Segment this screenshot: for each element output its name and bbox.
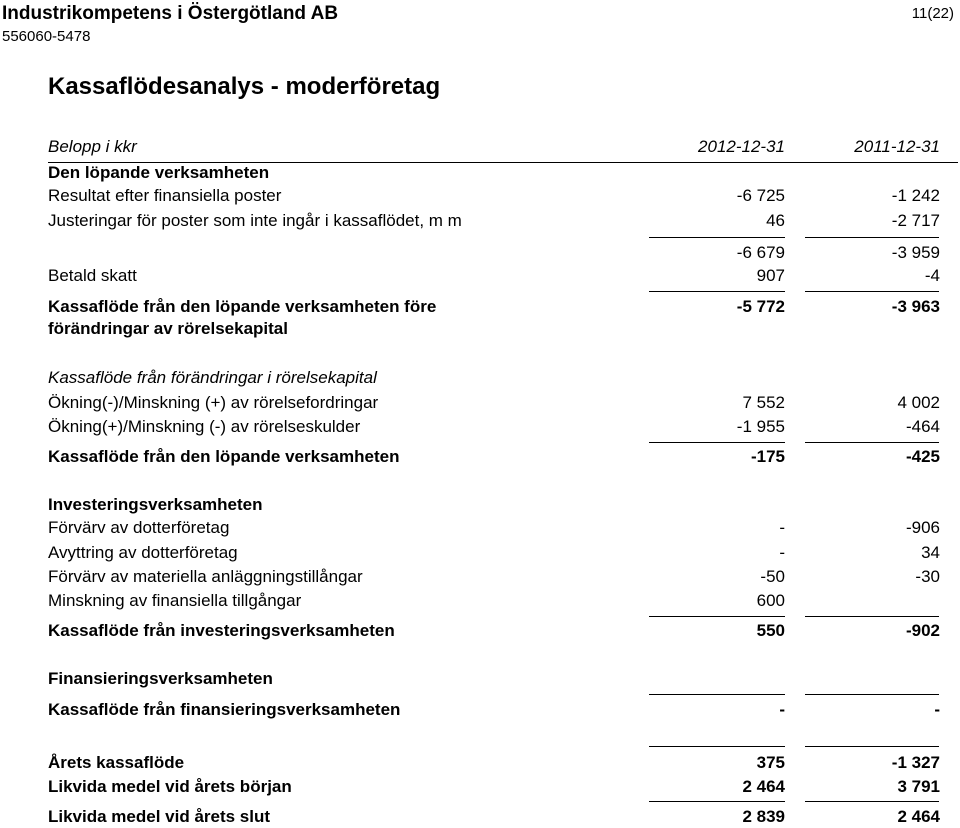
table-row xyxy=(0,392,960,414)
row-label: Minskning av finansiella tillgångar xyxy=(48,591,302,610)
value-2011: -4 xyxy=(924,266,940,285)
page-title: Kassaflödesanalys - moderföretag xyxy=(48,73,441,100)
section-heading-working-capital xyxy=(0,367,960,389)
sum-line-2012 xyxy=(649,442,785,443)
value-2011: -464 xyxy=(905,417,940,436)
value-2011: -902 xyxy=(905,621,940,640)
row-label: Investeringsverksamheten xyxy=(48,495,263,514)
row-label: förändringar av rörelsekapital xyxy=(48,319,288,338)
value-2011: -906 xyxy=(905,518,940,537)
sum-line-2012 xyxy=(649,616,785,617)
sum-line-2012 xyxy=(649,801,785,802)
value-2012: 600 xyxy=(756,591,785,610)
value-2011: -3 959 xyxy=(891,243,940,262)
row-label: Justeringar för poster som inte ingår i kassaflödet, m m xyxy=(48,211,462,230)
sum-line-2011 xyxy=(805,801,939,802)
sum-line-2012 xyxy=(649,746,785,747)
value-2011: 3 791 xyxy=(897,777,940,796)
row-label: Förvärv av dotterföretag xyxy=(48,518,230,537)
sum-line-2012 xyxy=(649,237,785,238)
value-2011: -3 963 xyxy=(891,297,940,316)
section-heading-financing xyxy=(0,668,960,690)
value-2012: - xyxy=(779,700,785,719)
total-row xyxy=(0,620,960,642)
page-number: 11(22) xyxy=(911,5,954,22)
row-label: Kassaflöde från den löpande verksamheten före xyxy=(48,297,437,316)
value-2011: -1 242 xyxy=(891,186,940,205)
value-2012: -1 955 xyxy=(736,417,785,436)
sum-line-2012 xyxy=(649,694,785,695)
row-label: Kassaflöde från finansieringsverksamheten xyxy=(48,700,401,719)
company-name: Industrikompetens i Östergötland AB xyxy=(2,3,339,24)
table-row xyxy=(0,590,960,612)
total-row xyxy=(0,776,960,798)
row-label: Kassaflöde från investeringsverksamheten xyxy=(48,621,395,640)
row-label: Avyttring av dotterföretag xyxy=(48,543,238,562)
value-2011: -425 xyxy=(905,447,940,466)
value-2011: 4 002 xyxy=(897,393,940,412)
value-2011: -2 717 xyxy=(891,211,940,230)
sum-line-2011 xyxy=(805,237,939,238)
row-label: Finansieringsverksamheten xyxy=(48,669,273,688)
table-row xyxy=(0,542,960,564)
row-label: Kassaflöde från den löpande verksamheten xyxy=(48,447,400,466)
sum-line-2011 xyxy=(805,442,939,443)
row-label: Likvida medel vid årets början xyxy=(48,777,292,796)
value-2012: - xyxy=(779,518,785,537)
value-2012: -5 772 xyxy=(736,297,785,316)
value-2012: 550 xyxy=(756,621,785,640)
table-row xyxy=(0,210,960,232)
row-label: Den löpande verksamheten xyxy=(48,163,270,182)
table-row xyxy=(0,185,960,207)
total-row-continuation xyxy=(0,318,960,340)
org-number: 556060-5478 xyxy=(2,28,91,45)
row-label: Förvärv av materiella anläggningstillångar xyxy=(48,567,363,586)
table-row xyxy=(0,265,960,287)
row-label: Årets kassaflöde xyxy=(48,753,185,772)
table-row xyxy=(0,416,960,438)
value-2012: -50 xyxy=(760,567,785,586)
value-2012: - xyxy=(779,543,785,562)
value-2011: 2 464 xyxy=(897,807,940,826)
section-heading-operations xyxy=(0,162,960,184)
value-2012: 7 552 xyxy=(742,393,785,412)
value-2012: 375 xyxy=(756,753,785,772)
table-row xyxy=(0,566,960,588)
amount-unit-label: Belopp i kkr xyxy=(48,137,137,156)
column-header-row xyxy=(0,136,960,158)
value-2011: -30 xyxy=(915,567,940,586)
total-row xyxy=(0,446,960,468)
value-2012: 46 xyxy=(766,211,785,230)
value-2011: 34 xyxy=(921,543,940,562)
row-label: Likvida medel vid årets slut xyxy=(48,807,271,826)
value-2011: -1 327 xyxy=(891,753,940,772)
value-2012: 2 839 xyxy=(742,807,785,826)
section-heading-investing xyxy=(0,494,960,516)
total-row xyxy=(0,296,960,318)
row-label: Ökning(-)/Minskning (+) av rörelsefordringar xyxy=(48,393,379,412)
value-2012: 907 xyxy=(756,266,785,285)
value-2012: -6 725 xyxy=(736,186,785,205)
column-header-2012: 2012-12-31 xyxy=(698,137,785,156)
column-header-2011: 2011-12-31 xyxy=(854,137,940,156)
sum-line-2012 xyxy=(649,291,785,292)
sum-line-2011 xyxy=(805,746,939,747)
sum-line-2011 xyxy=(805,291,939,292)
subtotal-row xyxy=(0,242,960,264)
table-row xyxy=(0,517,960,539)
value-2012: 2 464 xyxy=(742,777,785,796)
row-label: Betald skatt xyxy=(48,266,137,285)
total-row xyxy=(0,752,960,774)
value-2012: -175 xyxy=(750,447,785,466)
value-2011: - xyxy=(934,700,940,719)
value-2012: -6 679 xyxy=(736,243,785,262)
total-row xyxy=(0,699,960,721)
sum-line-2011 xyxy=(805,616,939,617)
row-label: Ökning(+)/Minskning (-) av rörelseskulder xyxy=(48,417,361,436)
row-label: Resultat efter finansiella poster xyxy=(48,186,282,205)
row-label: Kassaflöde från förändringar i rörelsekapital xyxy=(48,368,377,387)
sum-line-2011 xyxy=(805,694,939,695)
